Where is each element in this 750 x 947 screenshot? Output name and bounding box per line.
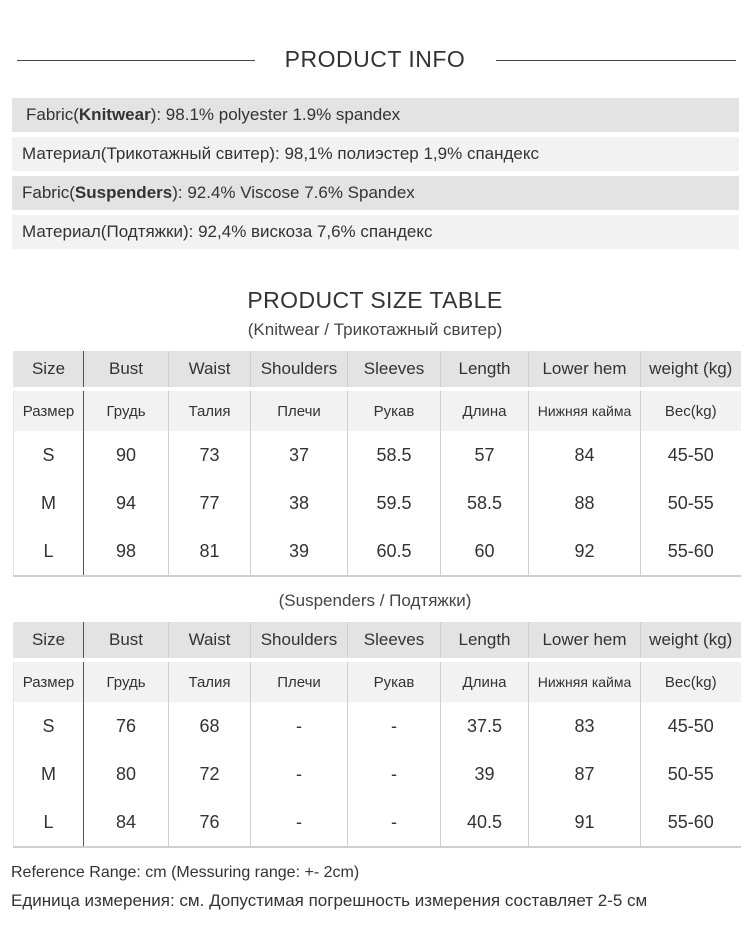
col-header-ru: Грудь [84,389,169,431]
col-header-ru: Вес(kg) [641,660,741,702]
info-label: Fabric( [26,105,79,124]
cell: 37 [251,431,348,479]
info-label: Fabric( [22,183,75,202]
cell: M [14,479,84,527]
col-header-ru: Рукав [348,660,441,702]
info-label: Материал(Подтяжки) [22,222,189,241]
cell: - [348,798,441,847]
info-row-material-knitwear [12,137,739,171]
cell: L [14,798,84,847]
info-label-bold: Knitwear [78,105,151,124]
col-header: Size [14,622,84,660]
size-table-title: PRODUCT SIZE TABLE [247,287,503,313]
info-label-bold: Suspenders [74,183,173,202]
col-header-ru: Длина [441,389,529,431]
info-row-material-suspenders [12,215,739,249]
table-row [14,479,741,527]
cell: - [251,798,348,847]
cell: 88 [529,479,641,527]
cell: 55-60 [641,798,741,847]
table-row [14,798,741,847]
col-header-ru: Рукав [348,389,441,431]
header-row-en [14,351,741,389]
header-row-ru [14,660,741,702]
cell: - [251,750,348,798]
cell: 84 [84,798,169,847]
product-info-title: PRODUCT INFO [284,46,466,72]
cell: 72 [169,750,251,798]
col-header: weight (kg) [641,622,741,660]
col-header-ru: Талия [169,660,251,702]
col-header: Shoulders [251,622,348,660]
suspenders-subtitle: (Suspenders / Подтяжки) [278,591,472,610]
col-header: Lower hem [529,351,641,389]
cell: 73 [169,431,251,479]
knitwear-subtitle: (Knitwear / Трикотажный свитер) [247,320,503,339]
cell: 60.5 [348,527,441,576]
suspenders-size-table [13,622,741,848]
cell: - [348,750,441,798]
cell: 57 [441,431,529,479]
cell: - [348,702,441,750]
cell: S [14,702,84,750]
col-header: Bust [84,351,169,389]
cell: 87 [529,750,641,798]
col-header: Sleeves [348,622,441,660]
col-header-ru: Длина [441,660,529,702]
cell: 68 [169,702,251,750]
col-header-ru: Нижняя кайма [529,660,641,702]
cell: 90 [84,431,169,479]
col-header: Waist [169,622,251,660]
cell: 37.5 [441,702,529,750]
cell: 45-50 [641,431,741,479]
info-row-fabric-knitwear [12,98,739,132]
cell: 58.5 [348,431,441,479]
col-header-ru: Грудь [84,660,169,702]
product-info-list [12,98,739,254]
table-row [14,702,741,750]
col-header-ru: Нижняя кайма [529,389,641,431]
col-header: Size [14,351,84,389]
cell: 81 [169,527,251,576]
col-header-ru: Вес(kg) [641,389,741,431]
cell: 59.5 [348,479,441,527]
cell: 58.5 [441,479,529,527]
col-header: Sleeves [348,351,441,389]
reference-range-note-ru: Единица измерения: см. Допустимая погрешность измерения составляет 2-5 см [11,891,648,910]
col-header: Length [441,622,529,660]
table-row [14,431,741,479]
col-header: Bust [84,622,169,660]
cell: 60 [441,527,529,576]
col-header-ru: Размер [14,660,84,702]
cell: - [251,702,348,750]
cell: M [14,750,84,798]
col-header: Shoulders [251,351,348,389]
cell: 55-60 [641,527,741,576]
cell: 91 [529,798,641,847]
col-header-ru: Плечи [251,389,348,431]
cell: 83 [529,702,641,750]
col-header-ru: Размер [14,389,84,431]
product-info-header [0,44,750,78]
cell: 40.5 [441,798,529,847]
col-header: Waist [169,351,251,389]
info-row-fabric-suspenders [12,176,739,210]
cell: L [14,527,84,576]
divider-line [496,60,736,61]
cell: 39 [251,527,348,576]
col-header-ru: Плечи [251,660,348,702]
cell: S [14,431,84,479]
col-header: Lower hem [529,622,641,660]
cell: 84 [529,431,641,479]
cell: 50-55 [641,479,741,527]
info-value: ): 92.4% Viscose 7.6% Spandex [172,183,415,202]
table-row [14,750,741,798]
table-row [14,527,741,576]
info-value: : 98,1% полиэстер 1,9% спандекс [275,144,539,163]
cell: 98 [84,527,169,576]
info-value: : 92,4% вискоза 7,6% спандекс [188,222,433,241]
cell: 45-50 [641,702,741,750]
cell: 92 [529,527,641,576]
cell: 94 [84,479,169,527]
reference-range-note: Reference Range: cm (Messuring range: +- 2cm) [11,864,360,881]
col-header-ru: Талия [169,389,251,431]
cell: 77 [169,479,251,527]
header-row-ru [14,389,741,431]
cell: 76 [84,702,169,750]
knitwear-size-table [13,351,741,577]
cell: 50-55 [641,750,741,798]
cell: 38 [251,479,348,527]
cell: 76 [169,798,251,847]
info-label: Материал(Трикотажный свитер) [22,144,275,163]
cell: 80 [84,750,169,798]
header-row-en [14,622,741,660]
col-header: Length [441,351,529,389]
cell: 39 [441,750,529,798]
col-header: weight (kg) [641,351,741,389]
info-value: ): 98.1% polyester 1.9% spandex [150,105,401,124]
